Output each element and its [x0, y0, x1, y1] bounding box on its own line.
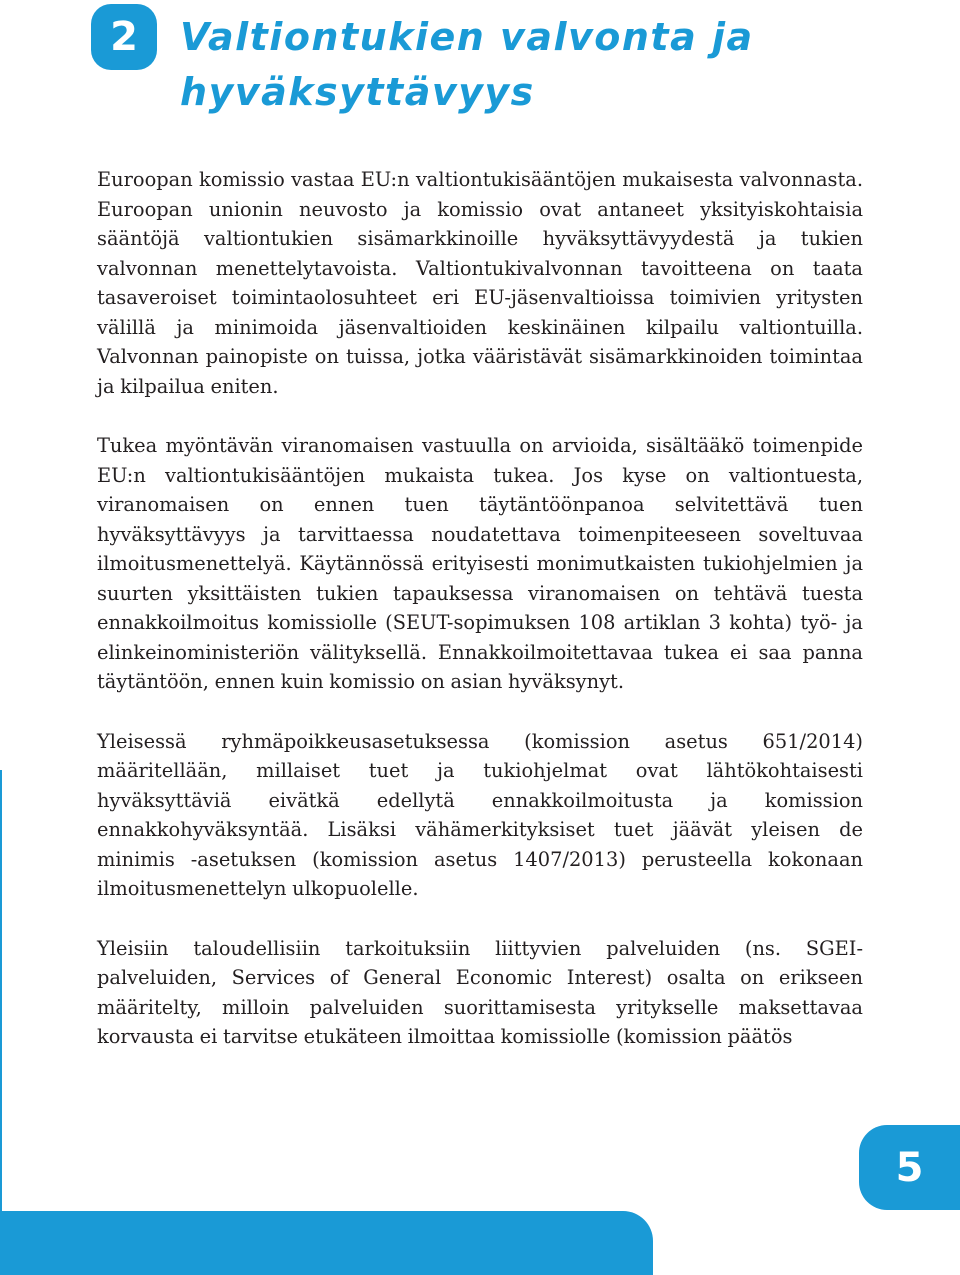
chapter-number-badge	[91, 4, 157, 70]
paragraph: Yleisessä ryhmäpoikkeusasetuksessa (komission asetus 651/2014) määritellään, millaiset tuet ja tukiohjelmat ovat lähtökohtaisesti hyväksyttäviä eivätkä edellytä ennakkoilmoitusta ja komission ennakkohyväksyntää. Lisäksi vähämerkityksiset tuet jäävät yleisen de minimis -asetuksen (komission asetus 1407/2013) perusteella kokonaan ilmoitusmenettelyn ulkopuolelle.	[97, 729, 863, 900]
paragraph: Tukea myöntävän viranomaisen vastuulla on arvioida, sisältääkö toimenpide EU:n valtiontukisääntöjen mukaista tukea. Jos kyse on valtiontuesta, viranomaisen on ennen tuen täytäntöönpanoa selvitettävä tuen hyväksyttävyys ja tarvittaessa noudatettava toimenpiteeseen soveltuvaa ilmoitusmenettelyä. Käytännössä erityisesti monimutkaisten tukiohjelmien ja suurten yksittäisten tukien tapauksessa viranomaisen on tehtävä tuesta ennakkoilmoitus komissiolle (SEUT-sopimuksen 108 artiklan 3 kohta) työ- ja elinkeinoministeriön välityksellä. Ennakkoilmoitettavaa tukea ei saa panna täytäntöön, ennen kuin komissio on asian hyväksynyt.	[97, 434, 863, 693]
page-number: 5	[895, 1144, 924, 1191]
paragraph: Euroopan komissio vastaa EU:n valtiontukisääntöjen mukaisesta valvonnasta. Euroopan unionin neuvosto ja komissio ovat antaneet yksityiskohtaisia sääntöjä valtiontukien sisämarkkinoille hyväksyttävyydestä ja tukien valvonnan menettelytavoista. Valtiontukivalvonnan tavoitteena on taata tasaveroiset toimintaolosuhteet eri EU-jäsenvaltioissa toimivien yritysten välillä ja minimoida jäsenvaltioiden keskinäinen kilpailu valtiontuilla. Valvonnan painopiste on tuissa, jotka vääristävät sisämarkkinoiden toimintaa ja kilpailua eniten.	[97, 168, 863, 398]
side-rule	[0, 770, 2, 1275]
chapter-title: Valtiontukien valvonta ja hyväksyttävyys	[180, 15, 754, 114]
bottom-band	[0, 1211, 653, 1275]
chapter-number: 2	[110, 14, 138, 60]
paragraph: Yleisiin taloudellisiin tarkoituksiin liittyvien palveluiden (ns. SGEI-palveluiden, Services of General Economic Interest) osalta on erikseen määritelty, milloin palveluiden suorittamisesta yritykselle maksettavaa korvausta ei tarvitse etukäteen ilmoittaa komissiolle (komission päätös	[97, 936, 863, 1048]
body-text	[97, 165, 863, 1082]
page-number-tab	[859, 1125, 960, 1210]
